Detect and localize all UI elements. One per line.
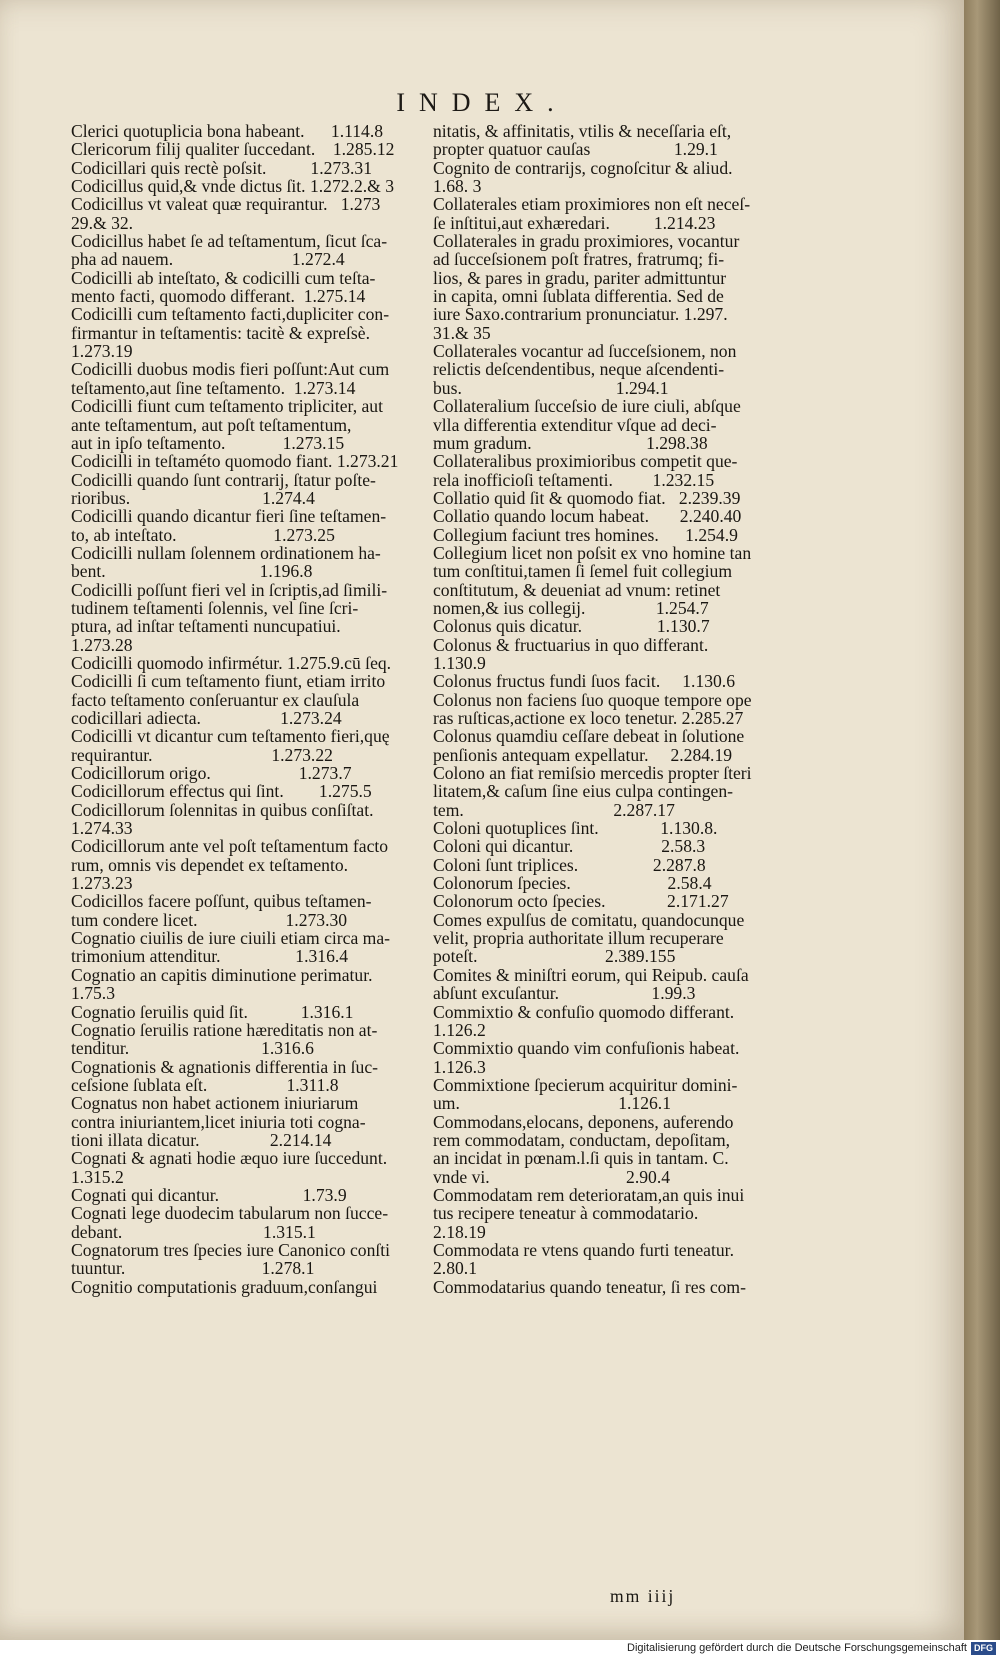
index-line: aut in ipſo teſtamento. 1.273.15 [71, 432, 345, 453]
index-line: rum, omnis vis dependet ex teſtamento. [71, 854, 349, 875]
index-line: bus. 1.294.1 [433, 377, 669, 398]
index-line: Codicilli nullam ſolennem ordinationem ha- [71, 542, 381, 563]
index-line: Colonus fructus fundi ſuos facit. 1.130.6 [433, 671, 735, 692]
index-line: Cognati lege duodecim tabularum non ſucce- [71, 1203, 389, 1224]
index-line: Commodata re vtens quando furti teneatur. [433, 1239, 734, 1260]
index-line: Codicilli cum teſtamento facti,dupliciter con- [71, 304, 390, 325]
index-line: um. 1.126.1 [433, 1093, 672, 1114]
index-line: Cognati & agnati hodie æquo iure ſuccedunt. [71, 1148, 388, 1169]
index-line: propter quatuor cauſas 1.29.1 [433, 139, 718, 160]
index-line: Comites & miniſtri eorum, qui Reipub. cauſa [433, 964, 749, 985]
index-line: Clericorum filij qualiter ſuccedant. 1.285.12 [71, 139, 395, 160]
index-line: ras ruſticas,actione ex loco tenetur. 2.285.27 [433, 708, 744, 728]
index-line: Codicillari quis rectè poſsit. 1.273.31 [71, 157, 373, 178]
index-line: Colonus non faciens ſuo quoque tempore ope [433, 689, 752, 710]
index-line: 1.126.3 [433, 1056, 486, 1077]
index-line: Codicillorum ante vel poſt teſtamentum facto [71, 836, 389, 857]
index-line: codicillari adiecta. 1.273.24 [71, 708, 342, 728]
index-line: facto teſtamento conſeruantur ex clauſula [71, 689, 360, 710]
index-line: 2.18.19 [433, 1221, 486, 1242]
index-line: tum condere licet. 1.273.30 [71, 909, 348, 930]
index-line: Cognito de contrarijs, cognoſcitur & aliud. [433, 157, 733, 178]
index-line: Coloni quotuplices ſint. 1.130.8. [433, 818, 718, 839]
index-line: 1.273.28 [71, 634, 133, 655]
index-line: Commixtio quando vim confuſionis habeat. [433, 1038, 740, 1059]
index-line: Cognitio computationis graduum,conſangui [71, 1276, 378, 1297]
index-line: rela inofficioſi teſtamenti. 1.232.15 [433, 469, 715, 490]
index-line: Codicillorum origo. 1.273.7 [71, 763, 352, 784]
index-line: Codicilli in teſtaméto quomodo fiant. 1.273.21 [71, 451, 399, 472]
index-line: tem. 2.287.17 [433, 799, 675, 820]
index-line: tum conſtitui,tamen ſi ſemel fuit collegium [433, 561, 733, 582]
index-line: poteſt. 2.389.155 [433, 946, 676, 967]
index-line: Codicillus vt valeat quæ requirantur. 1.273 [71, 194, 381, 215]
index-line: velit, propria authoritate illum recuperare [433, 928, 724, 949]
index-line: ptura, ad inſtar teſtamenti nuncupatiui. [71, 616, 341, 637]
index-line: conſtitutum, & deueniat ad vnum: retinet [433, 579, 721, 600]
index-line: vnde vi. 2.90.4 [433, 1166, 671, 1187]
index-line: Cognatio an capitis diminutione perimatur. [71, 964, 373, 985]
index-line: 2.80.1 [433, 1258, 477, 1279]
index-line: Cognatus non habet actionem iniuriarum [71, 1093, 359, 1114]
index-line: 1.68. 3 [433, 176, 482, 197]
index-line: tuuntur. 1.278.1 [71, 1258, 315, 1279]
index-line: 1.273.23 [71, 873, 133, 894]
index-line: Comes expulſus de comitatu, quandocunque [433, 909, 745, 930]
index-line: Codicillorum ſolennitas in quibus conſiſtat. [71, 799, 374, 820]
index-line: debant. 1.315.1 [71, 1221, 316, 1242]
index-line: firmantur in teſtamentis: tacitè & expreſsè. [71, 322, 370, 343]
index-line: vlla differentia extenditur vſque ad deci- [433, 414, 717, 435]
index-line: ſe inſtitui,aut exhæredari. 1.214.23 [433, 212, 716, 233]
index-line: tenditur. 1.316.6 [71, 1038, 314, 1059]
index-line: 1.75.3 [71, 983, 115, 1004]
index-line: 1.126.2 [433, 1019, 486, 1040]
index-line: Clerici quotuplicia bona habeant. 1.114.8 [71, 121, 384, 141]
index-line: Collegium licet non poſsit ex vno homine tan [433, 542, 752, 563]
index-line: Cognatio ciuilis de iure ciuili etiam circa ma- [71, 928, 391, 949]
index-line: Cognationis & agnationis differentia in ſuc- [71, 1056, 379, 1077]
index-line: Coloni ſunt triplices. 2.287.8 [433, 854, 706, 875]
signature-mark: mm iiij [610, 1586, 676, 1606]
index-line: 31.& 35 [433, 322, 491, 343]
index-line: penſionis antequam expellatur. 2.284.19 [433, 744, 733, 765]
index-line: Cognati qui dicantur. 1.73.9 [71, 1184, 347, 1205]
index-line: rem commodatam, conductam, depoſitam, [433, 1129, 731, 1150]
index-line: Collaterales vocantur ad ſucceſsionem, non [433, 341, 737, 362]
index-line: Colonorum octo ſpecies. 2.171.27 [433, 891, 729, 912]
index-line: Codicillorum effectus qui ſint. 1.275.5 [71, 781, 372, 802]
index-line: iure Saxo.contrarium pronunciatur. 1.297. [433, 304, 728, 325]
index-line: tus recipere teneatur à commodatario. [433, 1203, 699, 1224]
index-line: Codicilli quando ſunt contrarij, ſtatur poſte- [71, 469, 376, 490]
index-line: Colono an fiat remiſsio mercedis propter ſteri [433, 763, 752, 784]
index-line: Codicilli vt dicantur cum teſtamento fieri,quę [71, 726, 390, 747]
index-line: pha ad nauem. 1.272.4 [71, 249, 345, 270]
credit-text: Digitalisierung gefördert durch die Deutsche Forschungsgemeinschaft [627, 1642, 967, 1654]
book-edge [962, 0, 1000, 1640]
index-line: Collegium faciunt tres homines. 1.254.9 [433, 524, 738, 545]
index-line: abſunt excuſantur. 1.99.3 [433, 983, 696, 1004]
index-line: ante teſtamentum, aut poſt teſtamentum, [71, 414, 352, 435]
index-line: Codicillus quid,& vnde dictus ſit. 1.272.2.& 3 [71, 176, 395, 197]
index-line: Codicilli duobus modis fieri poſſunt:Aut cum [71, 359, 390, 380]
index-line: nitatis, & affinitatis, vtilis & neceſſaria eſt, [433, 121, 732, 141]
index-line: Codicillus habet ſe ad teſtamentum, ſicut ſca- [71, 231, 388, 252]
index-line: Commixtio & confuſio quomodo differant. [433, 1001, 735, 1022]
index-line: 29.& 32. [71, 212, 134, 233]
index-line: Coloni qui dicantur. 2.58.3 [433, 836, 706, 857]
index-line: Codicilli quomodo infirmétur. 1.275.9.cū ſeq. [71, 652, 392, 673]
index-line: Commixtione ſpecierum acquiritur domini- [433, 1074, 738, 1095]
index-line: Colonorum ſpecies. 2.58.4 [433, 873, 712, 894]
index-line: ceſsione ſublata eſt. 1.311.8 [71, 1074, 339, 1095]
index-line: Collatio quid ſit & quomodo fiat. 2.239.39 [433, 487, 741, 508]
index-line: 1.130.9 [433, 652, 486, 673]
index-line: contra iniuriantem,licet iniuria toti cogna- [71, 1111, 366, 1132]
digitization-credit[interactable] [627, 1641, 996, 1656]
index-line: Colonus quamdiu ceſſare debeat in ſolutione [433, 726, 745, 747]
index-line: tudinem teſtamenti ſolennis, vel ſine ſcri- [71, 597, 359, 618]
index-line: Colonus & fructuarius in quo differant. [433, 634, 709, 655]
index-line: Codicilli quando dicantur fieri ſine teſtamen- [71, 506, 387, 527]
index-line: Codicilli ab inteſtato, & codicilli cum teſta- [71, 267, 376, 288]
index-line: to, ab inteſtato. 1.273.25 [71, 524, 335, 545]
index-line: Colonus quis dicatur. 1.130.7 [433, 616, 710, 637]
index-line: litatem,& caſum ſine eius culpa contingen- [433, 781, 733, 802]
page-title: INDEX. [396, 88, 568, 117]
index-line: 1.273.19 [71, 341, 133, 362]
index-line: Codicilli fiunt cum teſtamento tripliciter, aut [71, 396, 383, 417]
index-line: Collaterales etiam proximiores non eſt neceſ- [433, 194, 751, 215]
index-column-right [433, 122, 793, 1296]
index-line: 1.315.2 [71, 1166, 124, 1187]
index-line: Collateralibus proximioribus competit que- [433, 451, 738, 472]
index-line: requirantur. 1.273.22 [71, 744, 333, 765]
index-line: Codicilli poſſunt fieri vel in ſcriptis,ad ſimili- [71, 579, 388, 600]
index-line: mum gradum. 1.298.38 [433, 432, 708, 453]
index-line: tioni illata dicatur. 2.214.14 [71, 1129, 332, 1150]
index-line: Cognatio ſeruilis quid ſit. 1.316.1 [71, 1001, 354, 1022]
index-line: mento facti, quomodo differant. 1.275.14 [71, 286, 366, 307]
index-line: nomen,& ius collegij. 1.254.7 [433, 597, 709, 618]
index-line: teſtamento,aut ſine teſtamento. 1.273.14 [71, 377, 356, 398]
index-line: Collatio quando locum habeat. 2.240.40 [433, 506, 742, 527]
index-column-left [71, 122, 431, 1296]
index-line: Collateralium ſucceſsio de iure ciuli, abſque [433, 396, 741, 417]
index-line: bent. 1.196.8 [71, 561, 313, 582]
index-line: ad ſucceſsionem poſt fratres, fratrumq; fi- [433, 249, 725, 270]
index-line: Codicilli ſi cum teſtamento fiunt, etiam irrito [71, 671, 386, 692]
index-line: an incidat in pœnam.l.ſi quis in tantam. C. [433, 1148, 729, 1169]
index-line: in capita, omni ſublata differentia. Sed de [433, 286, 724, 307]
index-line: Codicillos facere poſſunt, quibus teſtamen- [71, 891, 372, 912]
index-line: Commodatarius quando teneatur, ſi res com- [433, 1276, 746, 1297]
index-line: trimonium attenditur. 1.316.4 [71, 946, 349, 967]
index-line: Commodatam rem deterioratam,an quis inui [433, 1184, 745, 1205]
index-line: Cognatio ſeruilis ratione hæreditatis non at- [71, 1019, 378, 1040]
index-line: Collaterales in gradu proximiores, vocantur [433, 231, 740, 252]
index-line: rioribus. 1.274.4 [71, 487, 315, 508]
index-line: 1.274.33 [71, 818, 133, 839]
index-line: Commodans,elocans, deponens, auferendo [433, 1111, 734, 1132]
index-line: relictis deſcendentibus, neque aſcendenti- [433, 359, 725, 380]
index-line: lios, & pares in gradu, pariter admittuntur [433, 267, 727, 288]
index-line: Cognatorum tres ſpecies iure Canonico conſti [71, 1239, 391, 1260]
dfg-logo: DFG [971, 1642, 996, 1655]
